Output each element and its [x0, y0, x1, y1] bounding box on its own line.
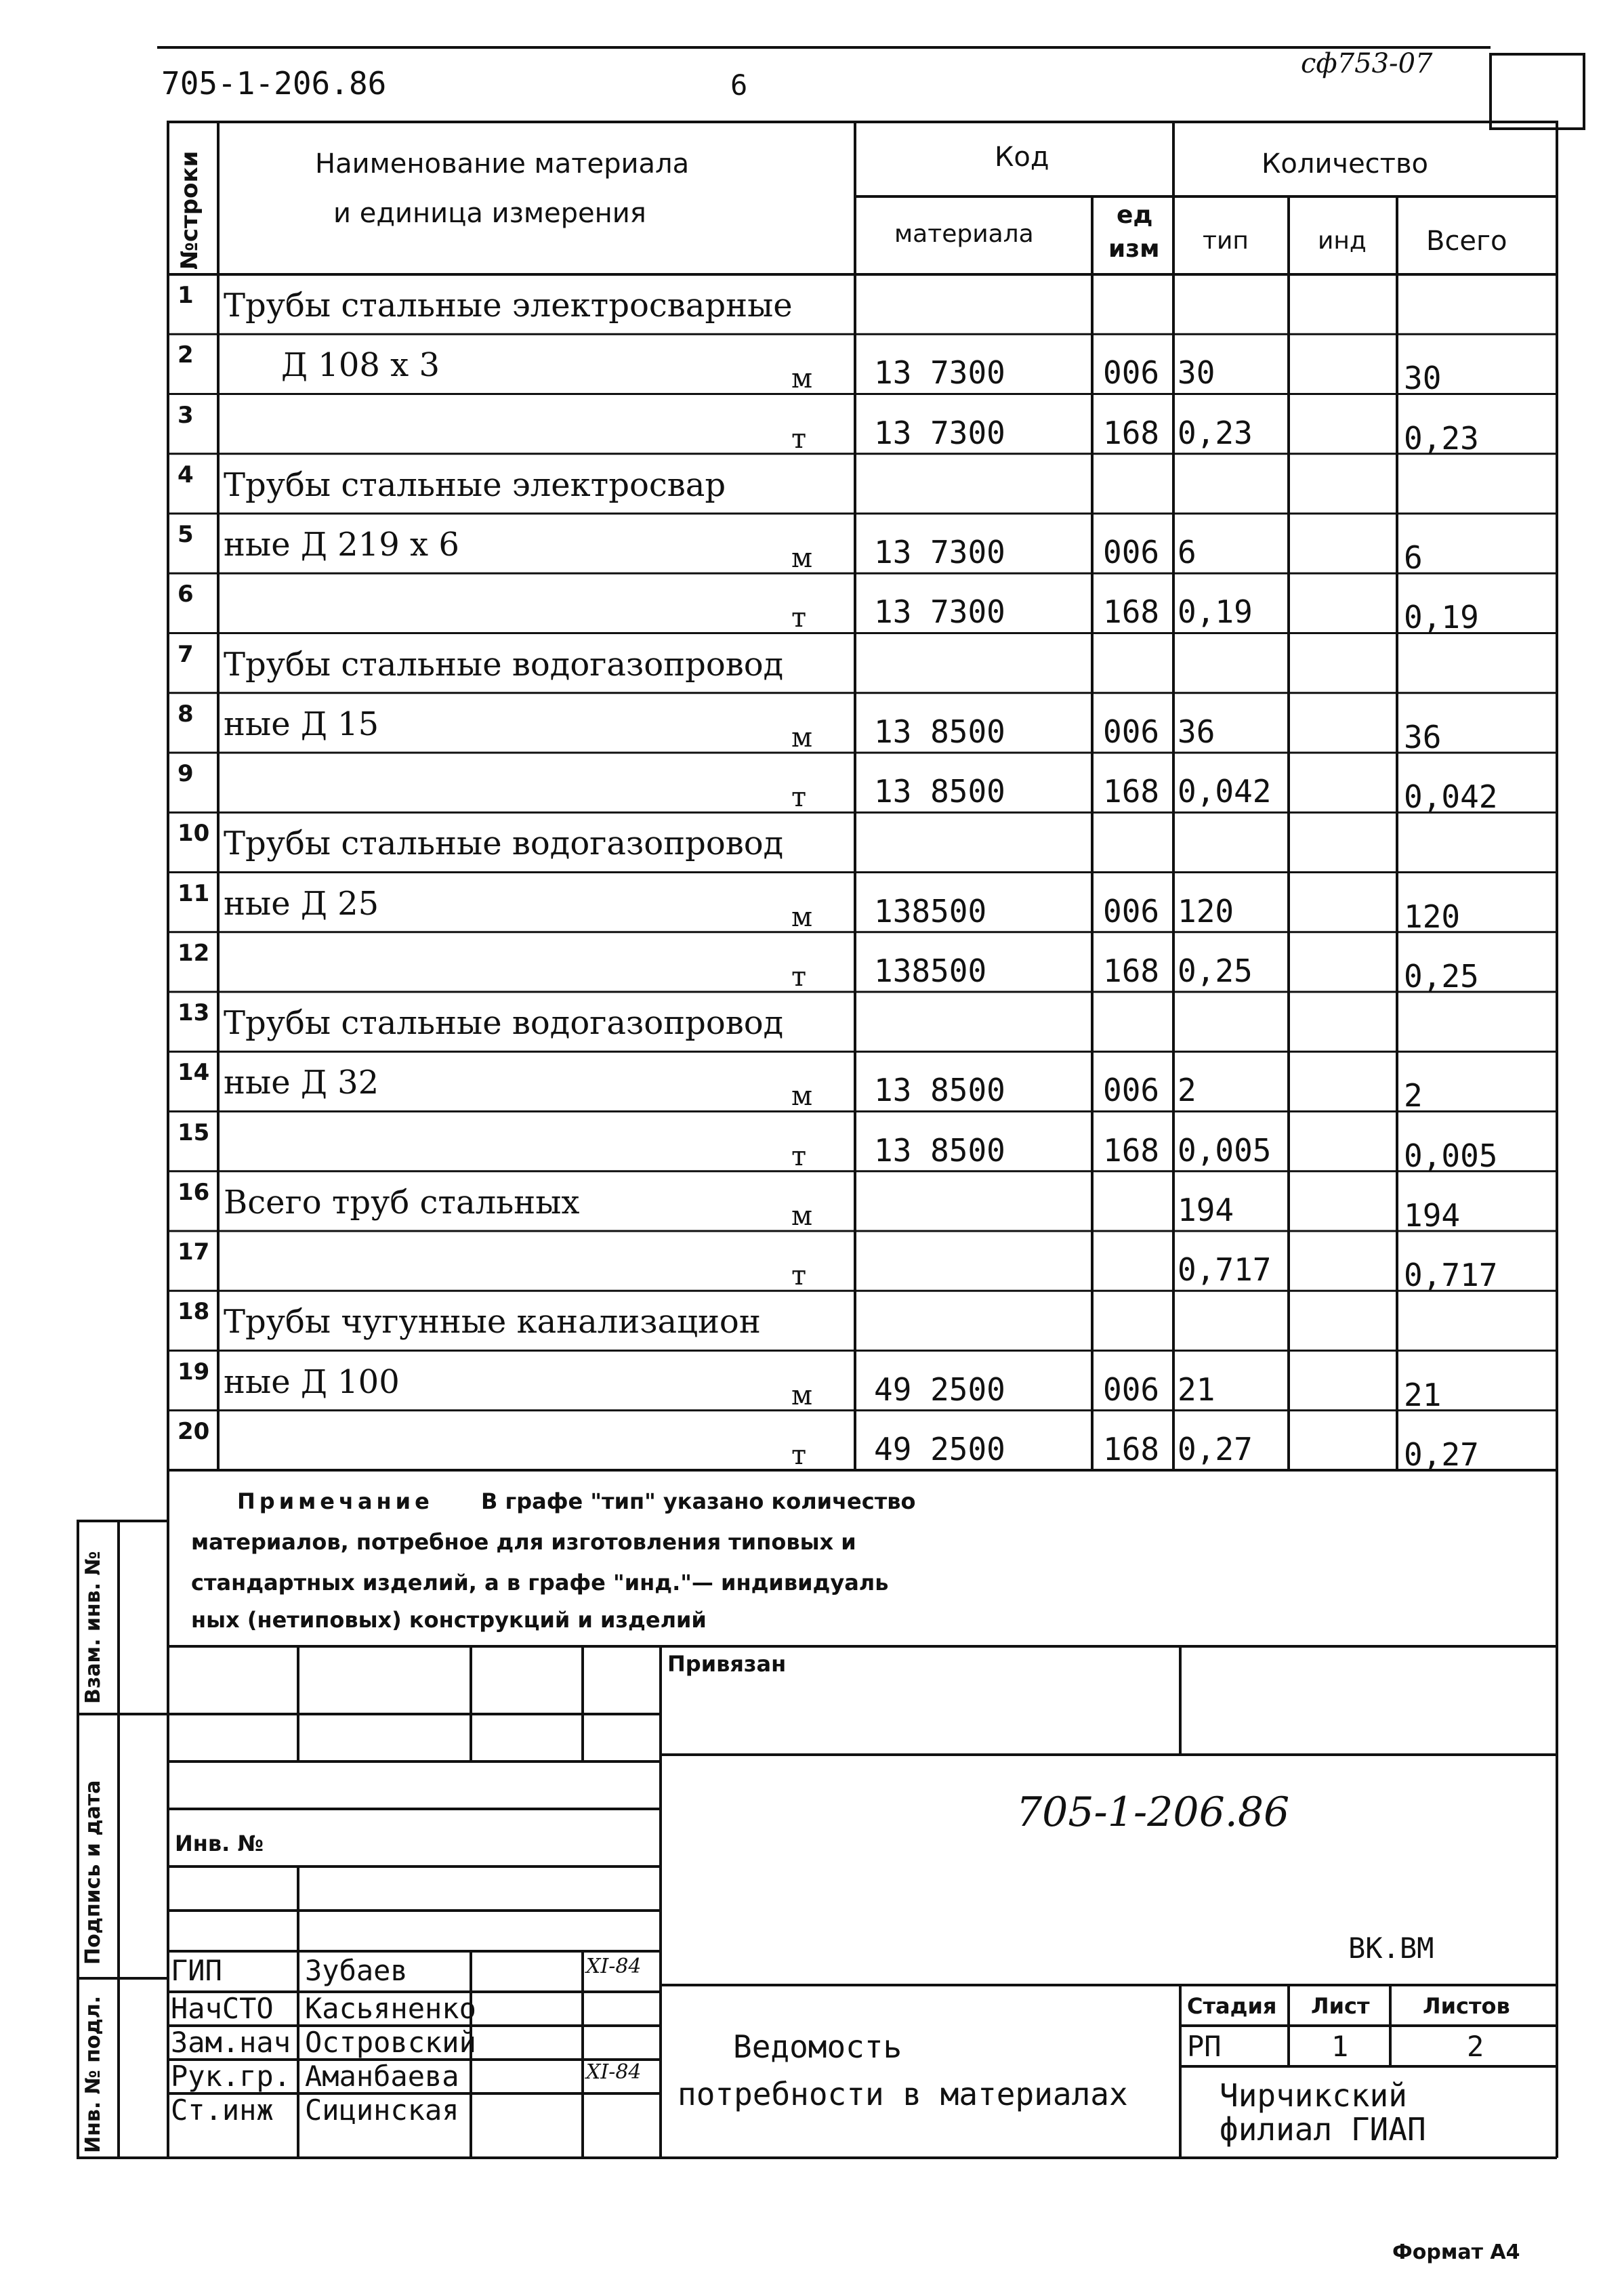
row-material-code: 138500	[874, 892, 987, 930]
row-material-code: 138500	[874, 952, 987, 989]
stamp-org-line2: филиал ГИАП	[1220, 2111, 1426, 2148]
row-number: 18	[178, 1298, 210, 1326]
doc-code-top: 705-1-206.86	[161, 65, 387, 102]
page-format: Формат А4	[1392, 2240, 1520, 2264]
col-header-name-line2: и единица измерения	[333, 198, 646, 229]
row-material-code: 13 7300	[874, 414, 1005, 451]
stamp-stage-header: Стадия	[1187, 1993, 1277, 2019]
col-header-quantity: Количество	[1262, 148, 1429, 180]
row-number: 11	[178, 879, 210, 907]
signer-role: НачСТО	[171, 1992, 274, 2025]
stamp-stage: РП	[1187, 2030, 1222, 2063]
row-unit: м	[791, 722, 813, 753]
col-header-ind: инд	[1318, 227, 1367, 255]
row-qty-typ: 0,25	[1178, 952, 1253, 989]
side-label-inv: Инв. № подл.	[81, 1995, 105, 2153]
signer-name: Касьяненко	[305, 1992, 476, 2025]
note-line4: ных (нетиповых) конструкций и изделий	[191, 1607, 707, 1633]
col-header-code: Код	[995, 142, 1049, 173]
row-number: 19	[178, 1358, 210, 1385]
signer-role: Рук.гр.	[171, 2060, 291, 2093]
signer-name: Зубаев	[305, 1954, 408, 1987]
row-unit: т	[791, 782, 807, 813]
row-unit: м	[791, 1081, 813, 1112]
signer-date: XI-84	[586, 2060, 642, 2084]
row-number: 13	[178, 999, 210, 1026]
row-material-name: ные Д 219 х 6	[224, 526, 459, 564]
row-qty-total: 36	[1404, 718, 1442, 755]
col-header-code-material: материала	[894, 220, 1034, 248]
row-qty-total: 0,005	[1404, 1137, 1498, 1174]
row-unit-code: 006	[1103, 713, 1160, 750]
row-number: 2	[178, 341, 194, 369]
row-qty-typ: 30	[1178, 354, 1215, 392]
row-qty-typ: 36	[1178, 713, 1215, 750]
row-qty-total: 0,27	[1404, 1436, 1479, 1473]
stamp-sheets-header: Листов	[1423, 1993, 1510, 2019]
signer-role: ГИП	[171, 1954, 222, 1987]
row-number: 5	[178, 521, 194, 548]
row-qty-typ: 6	[1178, 534, 1196, 570]
row-material-name: ные Д 25	[224, 884, 379, 923]
row-unit-code: 168	[1103, 952, 1160, 989]
row-unit: м	[791, 1379, 813, 1411]
row-material-name: Трубы стальные водогазопровод	[224, 645, 784, 684]
row-unit-code: 168	[1103, 773, 1160, 810]
row-unit-code: 006	[1103, 1072, 1160, 1109]
row-qty-typ: 2	[1178, 1072, 1196, 1109]
row-qty-total: 0,042	[1404, 778, 1498, 815]
row-number: 1	[178, 282, 194, 309]
col-header-name-line1: Наименование материала	[315, 148, 690, 180]
row-material-name: Трубы стальные водогазопровод	[224, 825, 784, 863]
stamp-doc-code: 705-1-206.86	[1016, 1789, 1290, 1836]
row-material-code: 13 7300	[874, 354, 1005, 392]
row-unit: м	[791, 901, 813, 933]
row-material-name: Трубы чугунные канализацион	[224, 1303, 761, 1341]
row-qty-typ: 194	[1178, 1191, 1234, 1228]
signer-role: Ст.инж	[171, 2093, 274, 2127]
stamp-mark: ВК.ВМ	[1348, 1932, 1434, 1965]
row-unit-code: 006	[1103, 1371, 1160, 1408]
col-header-rownum: №строки	[176, 150, 203, 270]
col-header-unit-line1: ед	[1117, 201, 1153, 229]
row-material-code: 13 8500	[874, 1072, 1005, 1109]
row-unit: т	[791, 1140, 807, 1172]
row-material-name: Трубы стальные электросвар	[224, 465, 726, 504]
signer-name: Островский	[305, 2026, 476, 2059]
stamp-sheet-header: Лист	[1311, 1993, 1370, 2019]
row-unit: т	[791, 423, 807, 455]
row-material-name: ные Д 15	[224, 705, 379, 743]
row-number: 8	[178, 700, 194, 728]
signer-name: Сицинская	[305, 2093, 459, 2127]
row-number: 6	[178, 581, 194, 608]
row-number: 20	[178, 1417, 210, 1445]
row-unit-code: 006	[1103, 534, 1160, 570]
row-qty-typ: 0,27	[1178, 1430, 1253, 1467]
row-qty-typ: 0,042	[1178, 773, 1272, 810]
sheet-number: 6	[730, 68, 748, 102]
row-qty-total: 0,23	[1404, 419, 1479, 457]
row-unit: т	[791, 602, 807, 634]
row-unit: т	[791, 1260, 807, 1291]
row-unit-code: 168	[1103, 593, 1160, 631]
row-unit: т	[791, 961, 807, 993]
row-number: 14	[178, 1059, 210, 1087]
row-material-code: 13 7300	[874, 593, 1005, 631]
row-number: 10	[178, 820, 210, 848]
row-qty-typ: 0,717	[1178, 1251, 1272, 1288]
row-qty-total: 0,25	[1404, 957, 1479, 995]
col-header-typ: тип	[1203, 227, 1249, 255]
col-header-total: Всего	[1426, 226, 1507, 257]
signer-name: Аманбаева	[305, 2060, 459, 2093]
note-label: Примечание	[237, 1488, 434, 1514]
row-number: 4	[178, 461, 194, 488]
stamp-org-line1: Чирчикский	[1220, 2077, 1407, 2114]
row-material-name: Трубы стальные электросварные	[224, 287, 793, 325]
row-material-code: 13 7300	[874, 534, 1005, 570]
row-material-name: Д 108 х 3	[281, 346, 440, 385]
row-number: 12	[178, 939, 210, 967]
row-material-name: ные Д 100	[224, 1362, 400, 1401]
row-qty-total: 194	[1404, 1196, 1461, 1234]
signer-role: Зам.нач	[171, 2026, 291, 2059]
row-qty-total: 0,717	[1404, 1257, 1498, 1293]
row-material-code: 49 2500	[874, 1430, 1005, 1467]
note-line3: стандартных изделий, а в графе "инд."— индивидуаль	[191, 1570, 889, 1596]
ref-code: сф753-07	[1301, 48, 1433, 79]
row-unit: м	[791, 543, 813, 574]
side-label-podpis: Подпись и дата	[81, 1780, 105, 1965]
row-qty-total: 6	[1404, 539, 1423, 576]
row-number: 3	[178, 401, 194, 429]
row-material-code: 13 8500	[874, 773, 1005, 810]
row-material-name: ные Д 32	[224, 1064, 379, 1102]
row-qty-typ: 0,005	[1178, 1131, 1272, 1169]
row-qty-typ: 21	[1178, 1371, 1215, 1408]
side-label-vzam: Взам. инв. №	[81, 1551, 105, 1704]
row-unit: м	[791, 363, 813, 395]
row-unit-code: 168	[1103, 414, 1160, 451]
row-number: 7	[178, 640, 194, 668]
row-qty-typ: 120	[1178, 892, 1234, 930]
note-line1: В графе "тип" указано количество	[481, 1488, 916, 1514]
row-unit: т	[791, 1439, 807, 1471]
row-unit-code: 168	[1103, 1430, 1160, 1467]
row-unit-code: 006	[1103, 892, 1160, 930]
row-qty-total: 30	[1404, 360, 1442, 397]
row-qty-total: 2	[1404, 1077, 1423, 1114]
stamp-sheet: 1	[1331, 2030, 1349, 2063]
row-number: 9	[178, 760, 194, 787]
row-material-code: 13 8500	[874, 713, 1005, 750]
row-unit-code: 006	[1103, 354, 1160, 392]
note-line2: материалов, потребное для изготовления типовых и	[191, 1529, 856, 1555]
signer-date: XI-84	[586, 1955, 642, 1978]
stamp-privyazan: Привязан	[667, 1651, 787, 1677]
row-number: 15	[178, 1119, 210, 1146]
row-qty-total: 21	[1404, 1376, 1442, 1413]
stamp-title-line2: потребности в материалах	[678, 2076, 1128, 2112]
row-unit-code: 168	[1103, 1131, 1160, 1169]
row-qty-total: 0,19	[1404, 599, 1479, 636]
row-material-name: Всего труб стальных	[224, 1183, 580, 1222]
row-material-code: 49 2500	[874, 1371, 1005, 1408]
stamp-inv-no: Инв. №	[175, 1831, 264, 1856]
row-qty-total: 120	[1404, 898, 1461, 935]
stamp-sheets: 2	[1467, 2030, 1484, 2063]
row-qty-typ: 0,23	[1178, 414, 1253, 451]
row-material-name: Трубы стальные водогазопровод	[224, 1004, 784, 1042]
row-number: 17	[178, 1238, 210, 1266]
col-header-unit-line2: изм	[1108, 235, 1160, 263]
row-unit: м	[791, 1200, 813, 1232]
row-qty-typ: 0,19	[1178, 593, 1253, 631]
row-material-code: 13 8500	[874, 1131, 1005, 1169]
row-number: 16	[178, 1178, 210, 1206]
stamp-title-line1: Ведомость	[733, 2028, 902, 2065]
